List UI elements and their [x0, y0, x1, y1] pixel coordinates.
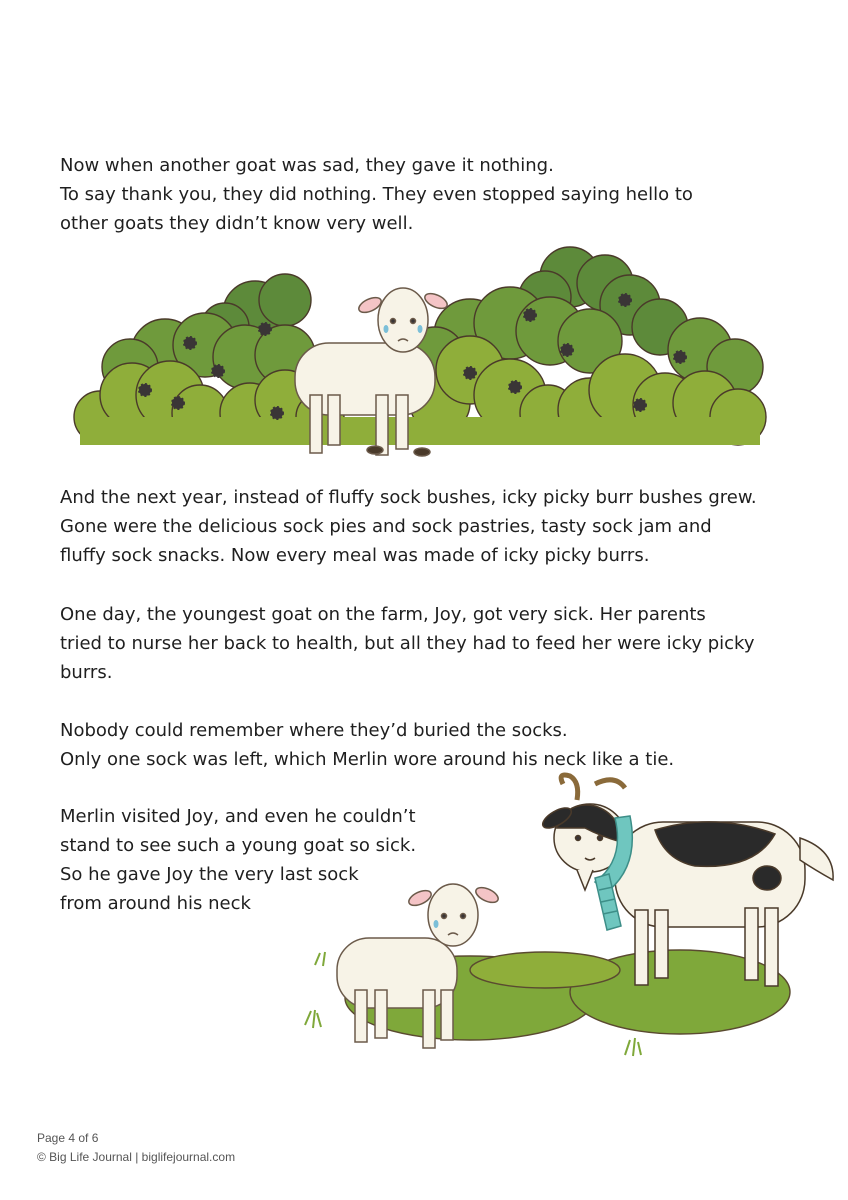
paragraph-goats-gave-nothing: [60, 151, 693, 238]
text-line: To say thank you, they did nothing. They even stopped saying hello to: [60, 184, 693, 205]
paragraph-last-sock: [60, 716, 674, 774]
paragraph-burr-bushes: [60, 483, 757, 570]
merlin-and-joy-illustration: [295, 770, 840, 1060]
text-line: Only one sock was left, which Merlin wore around his neck like a tie.: [60, 749, 675, 770]
text-line: Gone were the delicious sock pies and sock pastries, tasty sock jam and: [60, 516, 712, 537]
text-line: tried to nurse her back to health, but all they had to feed her were icky picky: [60, 633, 755, 654]
text-line: from around his neck: [60, 893, 251, 914]
text-line: So he gave Joy the very last sock: [60, 864, 359, 885]
text-line: One day, the youngest goat on the farm, Joy, got very sick. Her parents: [60, 604, 706, 625]
text-line: fluffy sock snacks. Now every meal was made of icky picky burrs.: [60, 545, 650, 566]
burr-bushes-illustration: [70, 245, 775, 460]
text-line: Merlin visited Joy, and even he couldn’t: [60, 806, 416, 827]
text-line: stand to see such a young goat so sick.: [60, 835, 417, 856]
footer-credit: © Big Life Journal | biglifejournal.com: [37, 1150, 236, 1164]
text-line: other goats they didn’t know very well.: [60, 213, 414, 234]
text-line: And the next year, instead of fluffy sock bushes, icky picky burr bushes grew.: [60, 487, 757, 508]
text-line: Now when another goat was sad, they gave it nothing.: [60, 155, 554, 176]
text-line: burrs.: [60, 662, 113, 683]
page-number: Page 4 of 6: [37, 1131, 99, 1145]
text-line: Nobody could remember where they’d buried the socks.: [60, 720, 568, 741]
paragraph-joy-sick: [60, 600, 755, 687]
